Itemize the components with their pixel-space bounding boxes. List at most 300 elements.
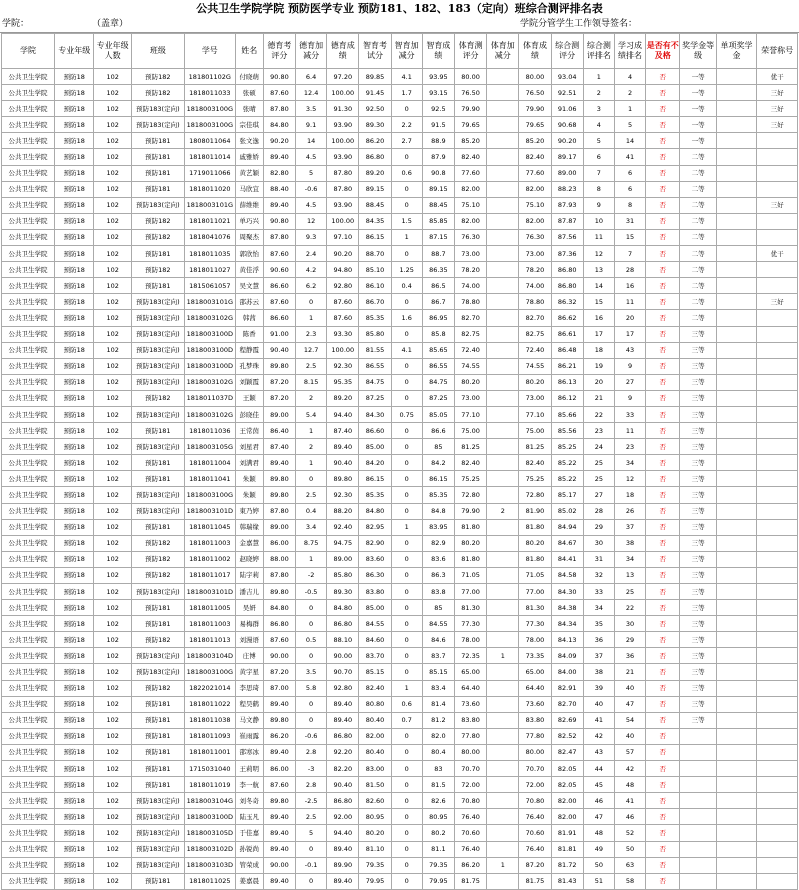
cell-moral-score: 89.80 [263,712,295,728]
cell-major-count: 102 [94,69,131,85]
cell-composite-rank: 7 [583,165,614,181]
cell-moral-total: 97.10 [327,229,359,245]
cell-academic-total: 84.75 [422,374,454,390]
cell-academic-total: 83.4 [422,680,454,696]
cell-pe-adjust: 2 [487,503,519,519]
cell-name: 黄艺颖 [235,165,263,181]
ranking-table [1,33,798,890]
table-row [2,213,798,229]
cell-pe-adjust [487,165,519,181]
cell-pe-adjust [487,406,519,422]
cell-moral-score: 87.80 [263,101,295,117]
cell-moral-total: 88.10 [327,632,359,648]
cell-single-scholarship [716,149,757,165]
cell-single-scholarship [716,229,757,245]
cell-academic-total: 81.4 [422,696,454,712]
cell-fail-flag: 否 [646,519,680,535]
cell-pe-score: 70.60 [454,825,486,841]
cell-pe-adjust: 1 [487,648,519,664]
cell-composite-rank: 36 [583,632,614,648]
cell-pe-total: 81.30 [519,600,551,616]
cell-pe-score: 82.00 [454,213,486,229]
cell-scholarship-level: 三等 [680,584,716,600]
cell-moral-score: 87.20 [263,374,295,390]
cell-study-rank: 23 [614,439,645,455]
cell-moral-adjust: 2.8 [296,744,327,760]
cell-name: 马文静 [235,712,263,728]
cell-study-rank: 11 [614,294,645,310]
cell-single-scholarship [716,487,757,503]
cell-scholarship-level: 三等 [680,503,716,519]
cell-moral-adjust: 0 [296,600,327,616]
cell-pe-score: 76.40 [454,841,486,857]
cell-pe-total: 70.60 [519,825,551,841]
cell-student-id: 1818011017 [184,567,235,583]
cell-single-scholarship [716,374,757,390]
cell-single-scholarship [716,503,757,519]
cell-pe-total: 70.70 [519,761,551,777]
cell-college: 公共卫生学院 [2,246,55,262]
cell-moral-adjust: 3.5 [296,664,327,680]
cell-class: 预防181 [131,761,184,777]
cell-single-scholarship [716,551,757,567]
cell-moral-adjust: -2 [296,567,327,583]
table-row [2,197,798,213]
cell-major-count: 102 [94,165,131,181]
cell-composite-score: 84.30 [551,584,583,600]
cell-moral-score: 87.60 [263,777,295,793]
cell-composite-score: 81.81 [551,841,583,857]
cell-moral-total: 90.40 [327,777,359,793]
cell-pe-total: 80.00 [519,744,551,760]
cell-pe-total: 65.00 [519,664,551,680]
cell-moral-total: 87.80 [327,165,359,181]
cell-class: 预防181 [131,744,184,760]
cell-name: 邵寒冰 [235,744,263,760]
cell-pe-adjust [487,294,519,310]
cell-single-scholarship [716,326,757,342]
cell-moral-score: 90.40 [263,342,295,358]
cell-academic-score: 86.60 [359,423,391,439]
cell-fail-flag: 否 [646,439,680,455]
cell-academic-total: 87.25 [422,390,454,406]
cell-moral-adjust: 8.15 [296,374,327,390]
cell-academic-total: 93.95 [422,69,454,85]
cell-academic-adjust: 0 [391,728,422,744]
cell-composite-score: 87.87 [551,213,583,229]
cell-study-rank: 48 [614,777,645,793]
cell-honor-title [757,551,798,567]
cell-moral-adjust: 2.5 [296,809,327,825]
table-body [2,69,798,890]
cell-scholarship-level: 二等 [680,213,716,229]
cell-academic-score: 86.15 [359,471,391,487]
cell-academic-total: 88.7 [422,246,454,262]
cell-major-grade: 预防18 [54,85,93,101]
cell-pe-score: 81.80 [454,551,486,567]
cell-class: 预防183(定向) [131,374,184,390]
cell-single-scholarship [716,712,757,728]
cell-academic-total: 83.8 [422,584,454,600]
cell-scholarship-level: 三等 [680,471,716,487]
cell-pe-adjust [487,69,519,85]
cell-fail-flag: 否 [646,648,680,664]
cell-study-rank: 47 [614,696,645,712]
cell-name: 刘满君 [235,455,263,471]
cell-honor-title [757,503,798,519]
cell-college: 公共卫生学院 [2,857,55,873]
cell-academic-score: 83.70 [359,648,391,664]
cell-academic-score: 89.15 [359,181,391,197]
cell-academic-adjust: 0 [391,423,422,439]
cell-moral-total: 92.00 [327,809,359,825]
cell-pe-total: 77.30 [519,616,551,632]
cell-academic-adjust: 0 [391,471,422,487]
cell-moral-total: 94.75 [327,535,359,551]
cell-pe-score: 75.10 [454,197,486,213]
cell-scholarship-level: 三等 [680,664,716,680]
cell-moral-total: 87.80 [327,181,359,197]
cell-moral-score: 87.60 [263,85,295,101]
cell-scholarship-level [680,761,716,777]
cell-honor-title [757,310,798,326]
cell-composite-rank: 34 [583,600,614,616]
cell-college: 公共卫生学院 [2,873,55,889]
cell-study-rank: 11 [614,423,645,439]
cell-moral-score: 82.80 [263,165,295,181]
cell-pe-score: 73.00 [454,390,486,406]
cell-study-rank: 41 [614,793,645,809]
cell-fail-flag: 否 [646,471,680,487]
cell-moral-total: 89.30 [327,584,359,600]
cell-honor-title [757,696,798,712]
cell-moral-total: 89.40 [327,439,359,455]
table-row [2,133,798,149]
cell-name: 马欣宜 [235,181,263,197]
cell-composite-score: 86.48 [551,342,583,358]
cell-pe-score: 76.40 [454,809,486,825]
cell-pe-adjust [487,117,519,133]
header-major-grade: 专业年级 [54,34,93,69]
cell-moral-total: 86.80 [327,616,359,632]
cell-major-grade: 预防18 [54,471,93,487]
cell-composite-score: 84.13 [551,632,583,648]
cell-student-id: 1818011025 [184,873,235,889]
table-row [2,181,798,197]
cell-study-rank: 52 [614,825,645,841]
cell-student-id: 1818011002 [184,551,235,567]
cell-class: 预防183(定向) [131,117,184,133]
cell-pe-total: 82.00 [519,181,551,197]
cell-fail-flag: 否 [646,857,680,873]
cell-honor-title [757,165,798,181]
cell-class: 预防181 [131,133,184,149]
cell-major-grade: 预防18 [54,101,93,117]
cell-major-grade: 预防18 [54,197,93,213]
table-row [2,374,798,390]
cell-academic-adjust: 0 [391,503,422,519]
cell-single-scholarship [716,133,757,149]
cell-moral-adjust: -0.6 [296,181,327,197]
cell-honor-title [757,712,798,728]
cell-academic-adjust: 0 [391,390,422,406]
table-row [2,873,798,889]
cell-fail-flag: 否 [646,374,680,390]
cell-academic-score: 84.30 [359,406,391,422]
cell-moral-score: 87.40 [263,439,295,455]
cell-major-count: 102 [94,133,131,149]
cell-academic-adjust: 0 [391,664,422,680]
cell-scholarship-level [680,873,716,889]
cell-moral-total: 92.80 [327,680,359,696]
cell-student-id: 1808011064 [184,133,235,149]
cell-major-count: 102 [94,728,131,744]
cell-major-grade: 预防18 [54,841,93,857]
cell-name: 刘漫语 [235,632,263,648]
cell-name: 朱颖 [235,471,263,487]
cell-class: 预防183(定向) [131,503,184,519]
cell-composite-rank: 22 [583,406,614,422]
table-row [2,519,798,535]
cell-pe-total: 75.10 [519,197,551,213]
cell-pe-score: 81.80 [454,519,486,535]
cell-pe-total: 82.70 [519,310,551,326]
table-row [2,584,798,600]
cell-college: 公共卫生学院 [2,471,55,487]
cell-college: 公共卫生学院 [2,519,55,535]
cell-honor-title [757,777,798,793]
cell-pe-total: 72.80 [519,487,551,503]
header-academic-adjust: 智育加减分 [391,34,422,69]
cell-single-scholarship [716,777,757,793]
cell-composite-score: 82.47 [551,744,583,760]
cell-pe-adjust [487,310,519,326]
cell-academic-total: 92.5 [422,101,454,117]
cell-moral-adjust: 6.2 [296,278,327,294]
cell-academic-score: 85.80 [359,326,391,342]
cell-major-count: 102 [94,455,131,471]
cell-moral-adjust: 5.4 [296,406,327,422]
cell-moral-adjust: -3 [296,761,327,777]
cell-name: 彭晓佳 [235,406,263,422]
cell-fail-flag: 否 [646,744,680,760]
signer-label: 学院分管学生工作领导签名： [520,19,638,29]
cell-composite-score: 85.22 [551,455,583,471]
cell-academic-adjust: 0 [391,439,422,455]
cell-moral-score: 89.80 [263,584,295,600]
cell-scholarship-level: 二等 [680,310,716,326]
cell-academic-total: 86.35 [422,262,454,278]
cell-academic-total: 81.1 [422,841,454,857]
cell-class: 预防183(定向) [131,584,184,600]
cell-honor-title [757,262,798,278]
cell-academic-score: 86.15 [359,229,391,245]
cell-composite-rank: 39 [583,680,614,696]
cell-student-id: 1818011004 [184,455,235,471]
cell-college: 公共卫生学院 [2,69,55,85]
cell-college: 公共卫生学院 [2,809,55,825]
cell-pe-score: 77.10 [454,406,486,422]
cell-pe-score: 72.35 [454,648,486,664]
cell-academic-total: 88.45 [422,197,454,213]
cell-honor-title [757,761,798,777]
cell-academic-score: 86.55 [359,358,391,374]
cell-major-count: 102 [94,873,131,889]
cell-single-scholarship [716,793,757,809]
cell-moral-adjust: 12.7 [296,342,327,358]
header-student-id: 学号 [184,34,235,69]
cell-college: 公共卫生学院 [2,535,55,551]
cell-honor-title [757,358,798,374]
cell-major-count: 102 [94,519,131,535]
cell-moral-adjust: 3.5 [296,101,327,117]
cell-name: 张文逸 [235,133,263,149]
cell-composite-rank: 30 [583,535,614,551]
cell-moral-total: 92.20 [327,744,359,760]
cell-academic-adjust: 0 [391,101,422,117]
cell-major-count: 102 [94,793,131,809]
cell-academic-total: 85.85 [422,213,454,229]
cell-scholarship-level [680,841,716,857]
table-row [2,680,798,696]
cell-class: 预防183(定向) [131,439,184,455]
cell-academic-total: 79.35 [422,857,454,873]
cell-moral-total: 92.80 [327,278,359,294]
cell-name: 孙锐尚 [235,841,263,857]
cell-honor-title [757,632,798,648]
cell-composite-rank: 5 [583,133,614,149]
table-row [2,744,798,760]
cell-pe-score: 75.25 [454,471,486,487]
cell-fail-flag: 否 [646,664,680,680]
cell-name: 薛维维 [235,197,263,213]
cell-academic-adjust: 0.6 [391,165,422,181]
cell-composite-score: 84.94 [551,519,583,535]
cell-major-count: 102 [94,374,131,390]
cell-academic-score: 85.00 [359,600,391,616]
cell-student-id: 1818011022 [184,696,235,712]
cell-honor-title [757,487,798,503]
cell-academic-total: 82.9 [422,535,454,551]
cell-major-grade: 预防18 [54,455,93,471]
cell-moral-adjust: 2 [296,439,327,455]
cell-academic-adjust: 0.4 [391,278,422,294]
cell-name: 潘吉儿 [235,584,263,600]
cell-major-count: 102 [94,696,131,712]
cell-single-scholarship [716,471,757,487]
cell-moral-score: 87.60 [263,632,295,648]
cell-major-grade: 预防18 [54,600,93,616]
cell-class: 预防183(定向) [131,857,184,873]
cell-single-scholarship [716,825,757,841]
cell-single-scholarship [716,696,757,712]
cell-major-count: 102 [94,680,131,696]
header-pe-score: 体育测评分 [454,34,486,69]
cell-composite-score: 84.58 [551,567,583,583]
cell-honor-title [757,873,798,889]
cell-pe-score: 77.60 [454,165,486,181]
cell-scholarship-level: 三等 [680,390,716,406]
table-row [2,712,798,728]
cell-class: 预防183(定向) [131,809,184,825]
cell-name: 郭欣怡 [235,246,263,262]
cell-student-id: 1815061057 [184,278,235,294]
cell-class: 预防181 [131,246,184,262]
cell-name: 周聚杰 [235,229,263,245]
cell-honor-title [757,439,798,455]
cell-honor-title [757,181,798,197]
cell-pe-score: 80.00 [454,744,486,760]
cell-fail-flag: 否 [646,278,680,294]
cell-student-id: 1818011019 [184,777,235,793]
cell-pe-score: 76.30 [454,229,486,245]
cell-student-id: 1818003102D [184,841,235,857]
cell-pe-adjust [487,809,519,825]
cell-composite-score: 84.00 [551,664,583,680]
cell-moral-total: 93.90 [327,197,359,213]
cell-name: 付晓萌 [235,69,263,85]
cell-composite-score: 86.80 [551,262,583,278]
cell-moral-adjust: 2.5 [296,358,327,374]
cell-honor-title [757,149,798,165]
cell-pe-adjust [487,213,519,229]
cell-composite-rank: 20 [583,374,614,390]
cell-honor-title [757,728,798,744]
cell-major-grade: 预防18 [54,664,93,680]
cell-composite-score: 86.32 [551,294,583,310]
cell-academic-score: 88.70 [359,246,391,262]
cell-composite-rank: 13 [583,262,614,278]
cell-academic-total: 83.7 [422,648,454,664]
cell-major-grade: 预防18 [54,809,93,825]
cell-honor-title: 三好 [757,85,798,101]
cell-honor-title [757,809,798,825]
table-row [2,149,798,165]
cell-study-rank: 41 [614,149,645,165]
cell-composite-score: 85.17 [551,487,583,503]
cell-single-scholarship [716,213,757,229]
cell-single-scholarship [716,567,757,583]
cell-pe-score: 80.20 [454,535,486,551]
cell-academic-adjust: 0 [391,584,422,600]
cell-scholarship-level: 三等 [680,696,716,712]
cell-study-rank: 43 [614,342,645,358]
cell-honor-title [757,406,798,422]
table-row [2,616,798,632]
cell-class: 预防182 [131,262,184,278]
cell-pe-adjust [487,455,519,471]
cell-student-id: 1818011035 [184,246,235,262]
cell-academic-score: 80.80 [359,696,391,712]
cell-moral-adjust: 0 [296,648,327,664]
cell-composite-score: 86.80 [551,278,583,294]
cell-honor-title: 三好 [757,294,798,310]
cell-class: 预防183(定向) [131,326,184,342]
cell-honor-title: 优干 [757,246,798,262]
cell-name: 朱颖 [235,487,263,503]
cell-student-id: 1818003100D [184,342,235,358]
cell-scholarship-level: 二等 [680,229,716,245]
cell-moral-adjust: 0 [296,841,327,857]
table-row [2,439,798,455]
cell-pe-adjust [487,149,519,165]
cell-fail-flag: 否 [646,600,680,616]
cell-moral-adjust: 6.4 [296,69,327,85]
cell-academic-score: 91.45 [359,85,391,101]
cell-study-rank: 29 [614,632,645,648]
cell-fail-flag: 否 [646,229,680,245]
cell-student-id: 1818003105G [184,439,235,455]
